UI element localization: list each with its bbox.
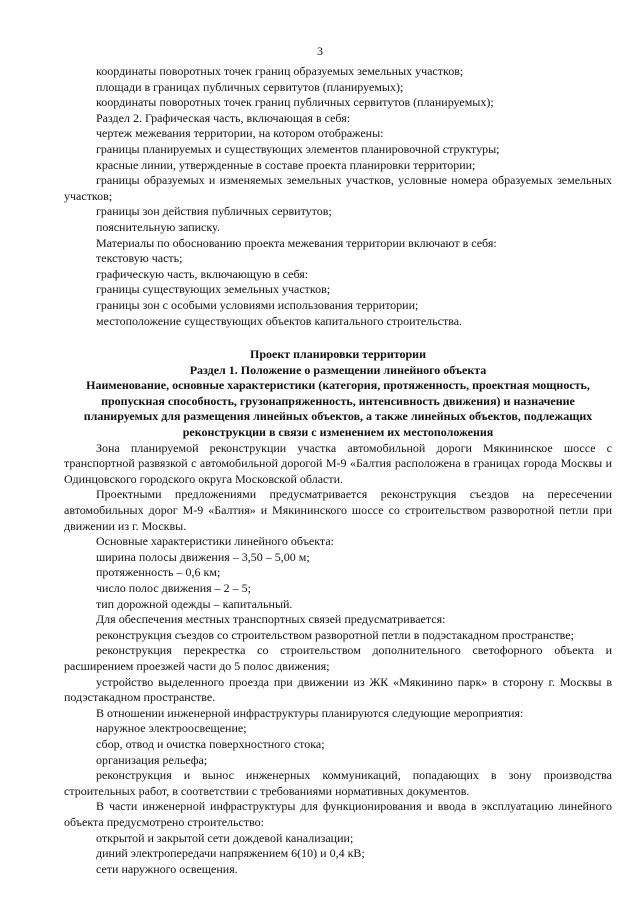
list-item: наружное электроосвещение; (96, 721, 247, 736)
list-item: границы существующих земельных участков; (96, 282, 331, 297)
list-item: местоположение существующих объектов капитального строительства. (96, 313, 463, 328)
list-item: пояснительную записку. (96, 219, 220, 234)
list-item: сбор, отвод и очистка поверхностного стока; (96, 736, 325, 751)
list-item: границы зон с особыми условиями использования территории; (96, 297, 419, 312)
list-item: число полос движения – 2 – 5; (96, 581, 251, 595)
document-body (64, 64, 612, 877)
list-item: графическую часть, включающую в себя: (96, 266, 309, 281)
list-item: чертеж межевания территории, на котором отображены: (96, 126, 384, 141)
list-item: устройство выделенного проезда при движении из ЖК «Мякинино парк» в сторону г. Москвы в подэстакадном пространстве. (64, 674, 612, 705)
list-item: ширина полосы движения – 3,50 – 5,00 м; (96, 549, 310, 564)
paragraph: В части инженерной инфраструктуры для функционирования и ввода в эксплуатацию линейного объекта предусмотрено строительство: (64, 799, 612, 829)
list-item: Основные характеристики линейного объекта: (96, 534, 334, 549)
list-item: площади в границах публичных сервитутов (планируемых); (96, 79, 404, 94)
page-number: 3 (317, 44, 323, 58)
list-item: открытой и закрытой сети дождевой канализации; (96, 830, 354, 845)
list-item: текстовую часть; (96, 251, 183, 266)
list-item: Раздел 2. Графическая часть, включающая в себя: (96, 110, 351, 125)
section-spacer (64, 329, 612, 347)
list-item: реконструкция перекрестка со строительством дополнительного светофорного объекта и расширением проезжей части до 5 полос движения; (64, 643, 612, 673)
list-item: координаты поворотных точек границ публичных сервитутов (планируемых); (96, 95, 494, 110)
list-item: красные линии, утвержденные в составе проекта планировки территории; (96, 157, 476, 172)
section-subtitle: Раздел 1. Положение о размещении линейного объекта (189, 362, 487, 377)
list-item: границы образуемых и изменяемых земельных участков, условные номера образуемых земельных участков; (64, 173, 612, 203)
list-item: реконструкция съездов со строительством разворотной петли в подэстакадном пространстве; (96, 627, 574, 642)
list-item: сети наружного освещения. (96, 861, 238, 876)
list-item: реконструкция и вынос инженерных коммуникаций, попадающих в зону производства строительных работ, в соответствии с требованиями нормативных документов. (64, 768, 612, 798)
list-item: Для обеспечения местных транспортных связей предусматривается: (96, 612, 446, 627)
list-item: организация рельефа; (96, 752, 208, 767)
paragraph: Зона планируемой реконструкции участка автомобильной дороги Мякининское шоссе с транспортной развязкой с автомобильной дорогой М-9 «Балтия расположена в границах города Москвы и Одинцовского городского округа Московской области. (64, 440, 612, 486)
paragraph: Проектными предложениями предусматривается реконструкция съездов на пересечении автомобильных дорог М-9 «Балтия» и Мякининского шоссе со строительством разворотной петли при движении из г. Москвы. (64, 487, 612, 533)
list-item: координаты поворотных точек границ образуемых земельных участков; (96, 64, 464, 78)
section-title: Проект планировки территории (249, 347, 427, 362)
list-item: Материалы по обоснованию проекта межевания территории включают в себя: (96, 235, 497, 250)
list-item: границы зон действия публичных сервитутов; (96, 204, 332, 219)
list-item: протяженность – 0,6 км; (96, 565, 221, 580)
list-item: тип дорожной одежды – капитальный. (96, 596, 293, 611)
list-item: диний электропередачи напряжением 6(10) и 0,4 кВ; (96, 846, 365, 861)
section-heading: Наименование, основные характеристики (категория, протяженность, проектная мощность, пропускная способность, грузонапряженность, интенсивность движения) и назначение планируемых для размещения линейных объектов, а также линейных объектов, подлежащих реконструкции в связи с изменением их местоположения (83, 378, 593, 440)
list-item: границы планируемых и существующих элементов планировочной структуры; (96, 141, 500, 156)
list-item: В отношении инженерной инфраструктуры планируются следующие мероприятия: (96, 705, 524, 720)
